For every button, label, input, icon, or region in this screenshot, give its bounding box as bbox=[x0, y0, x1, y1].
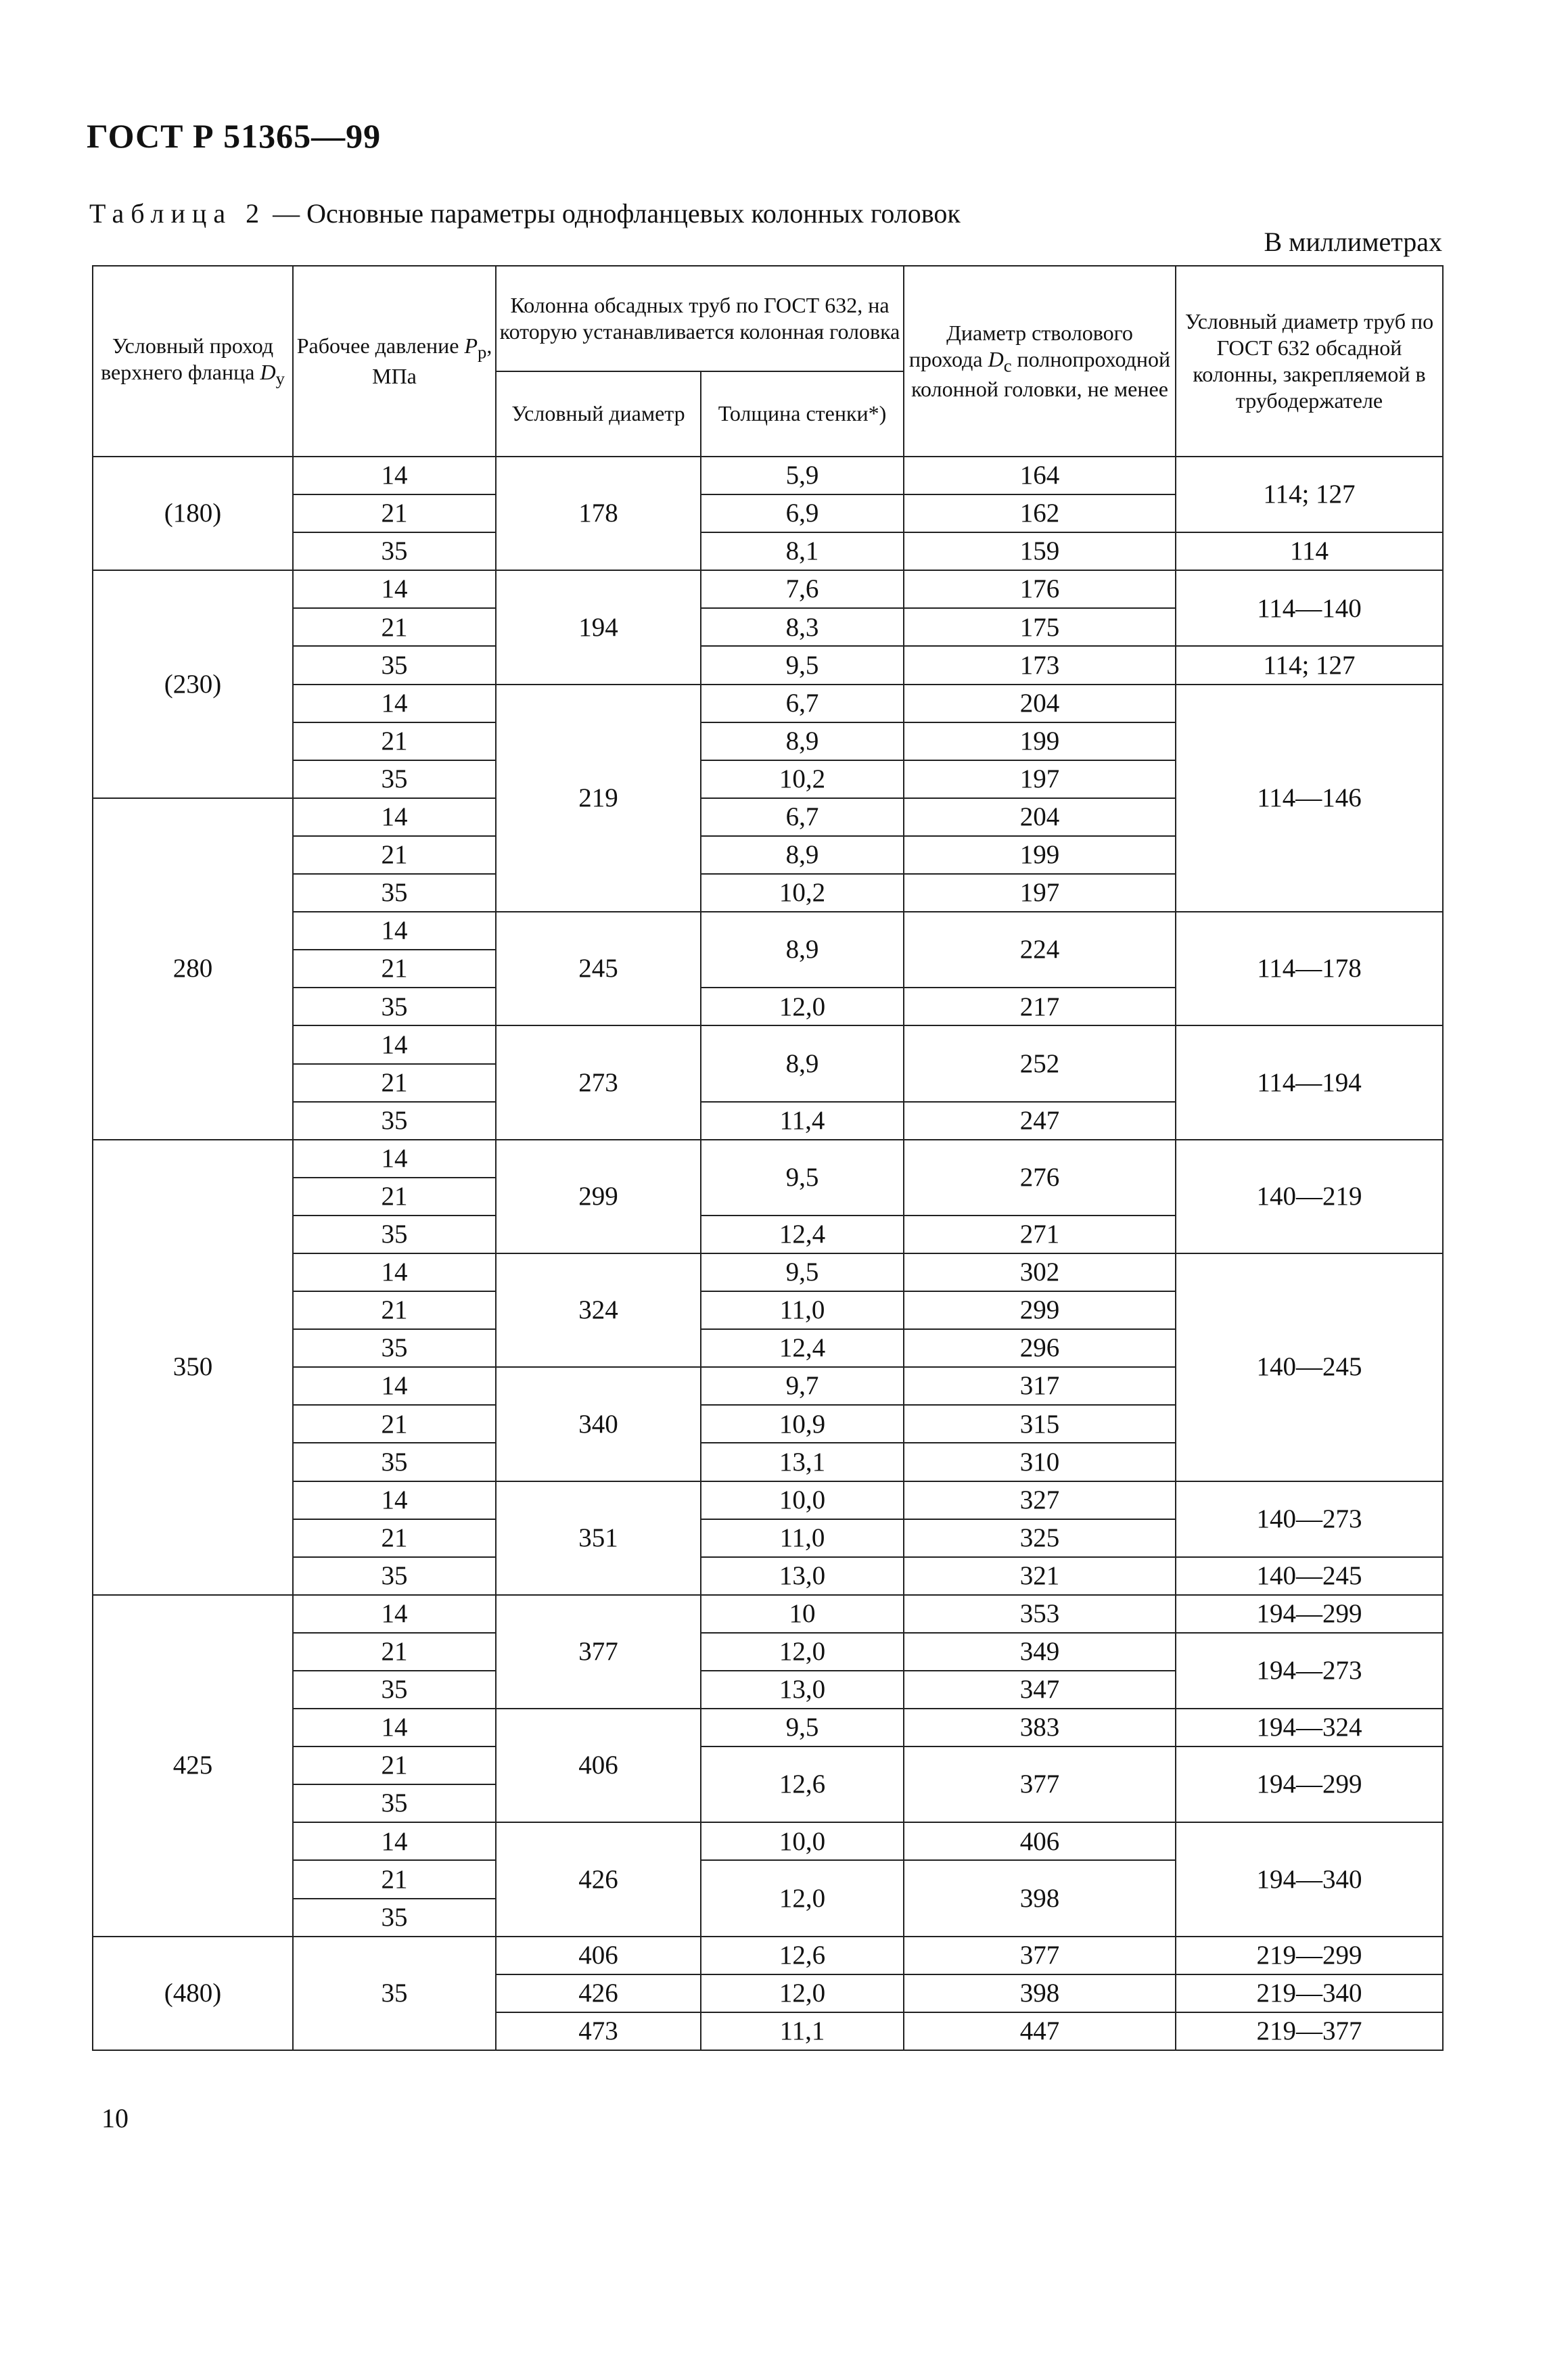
flange-cell: (230) bbox=[93, 570, 293, 798]
wall-cell: 9,5 bbox=[701, 646, 904, 684]
hanger-cell: 114—140 bbox=[1176, 570, 1443, 646]
bore-cell: 217 bbox=[904, 988, 1176, 1025]
wall-cell: 9,5 bbox=[701, 1709, 904, 1746]
casing-diameter-cell: 273 bbox=[496, 1025, 701, 1139]
table-row bbox=[93, 1557, 1443, 1595]
pressure-cell: 35 bbox=[293, 532, 496, 570]
hanger-cell: 114; 127 bbox=[1176, 646, 1443, 684]
wall-cell: 13,1 bbox=[701, 1443, 904, 1481]
pressure-cell: 21 bbox=[293, 1860, 496, 1898]
wall-cell: 5,9 bbox=[701, 457, 904, 494]
table-row bbox=[93, 457, 1443, 494]
hanger-cell: 219—377 bbox=[1176, 2012, 1443, 2050]
table-row bbox=[93, 1937, 1443, 1974]
wall-cell: 8,3 bbox=[701, 608, 904, 646]
bore-cell: 159 bbox=[904, 532, 1176, 570]
casing-diameter-cell: 245 bbox=[496, 912, 701, 1025]
hanger-cell: 194—324 bbox=[1176, 1709, 1443, 1746]
hanger-cell: 140—273 bbox=[1176, 1481, 1443, 1557]
pressure-cell: 14 bbox=[293, 1709, 496, 1746]
bore-cell: 327 bbox=[904, 1481, 1176, 1519]
pressure-cell: 35 bbox=[293, 760, 496, 798]
casing-diameter-cell: 340 bbox=[496, 1367, 701, 1481]
pressure-cell: 14 bbox=[293, 685, 496, 722]
pressure-cell: 35 bbox=[293, 646, 496, 684]
casing-diameter-cell: 299 bbox=[496, 1140, 701, 1253]
wall-cell: 12,4 bbox=[701, 1216, 904, 1253]
casing-diameter-cell: 426 bbox=[496, 1822, 701, 1936]
table-row bbox=[93, 1595, 1443, 1633]
bore-cell: 315 bbox=[904, 1405, 1176, 1443]
flange-cell: 425 bbox=[93, 1595, 293, 1937]
casing-diameter-cell: 351 bbox=[496, 1481, 701, 1595]
bore-cell: 377 bbox=[904, 1937, 1176, 1974]
pressure-cell: 14 bbox=[293, 457, 496, 494]
table-row bbox=[93, 532, 1443, 570]
bore-cell: 173 bbox=[904, 646, 1176, 684]
table-row bbox=[93, 570, 1443, 608]
pressure-cell: 14 bbox=[293, 798, 496, 836]
hanger-cell: 114 bbox=[1176, 532, 1443, 570]
header-bore: Диаметр стволового прохода $D_с$ полнопроходной колонной головки, не менее bbox=[904, 266, 1176, 457]
bore-cell: 325 bbox=[904, 1519, 1176, 1557]
hanger-cell: 194—340 bbox=[1176, 1822, 1443, 1936]
bore-cell: 204 bbox=[904, 798, 1176, 836]
header-flange: Условный проход верхнего фланца $D_у$ bbox=[93, 266, 293, 457]
hanger-cell: 194—299 bbox=[1176, 1595, 1443, 1633]
casing-diameter-cell: 178 bbox=[496, 457, 701, 570]
hanger-cell: 140—245 bbox=[1176, 1253, 1443, 1481]
bore-cell: 349 bbox=[904, 1633, 1176, 1671]
bore-cell: 398 bbox=[904, 1974, 1176, 2012]
hanger-cell: 114—146 bbox=[1176, 685, 1443, 912]
pressure-cell: 21 bbox=[293, 608, 496, 646]
parameters-table bbox=[92, 265, 1444, 2051]
header-casing-group: Колонна обсадных труб по ГОСТ 632, на которую устанавливается колонная головка bbox=[496, 266, 904, 371]
wall-cell: 8,9 bbox=[701, 722, 904, 760]
table-row bbox=[93, 912, 1443, 950]
wall-cell: 8,9 bbox=[701, 836, 904, 874]
bore-cell: 175 bbox=[904, 608, 1176, 646]
pressure-cell: 35 bbox=[293, 1899, 496, 1937]
pressure-cell: 21 bbox=[293, 722, 496, 760]
parameters-table-container bbox=[92, 265, 1442, 2051]
bore-cell: 377 bbox=[904, 1746, 1176, 1822]
pressure-cell: 14 bbox=[293, 1140, 496, 1178]
hanger-cell: 194—299 bbox=[1176, 1746, 1443, 1822]
wall-cell: 10 bbox=[701, 1595, 904, 1633]
flange-cell: (180) bbox=[93, 457, 293, 570]
header-hanger: Условный диаметр труб по ГОСТ 632 обсадной колонны, закрепляемой в трубодержателе bbox=[1176, 266, 1443, 457]
pressure-cell: 21 bbox=[293, 1746, 496, 1784]
table-row bbox=[93, 1633, 1443, 1671]
pressure-cell: 14 bbox=[293, 1253, 496, 1291]
bore-cell: 199 bbox=[904, 722, 1176, 760]
wall-cell: 11,0 bbox=[701, 1291, 904, 1329]
wall-cell: 8,9 bbox=[701, 912, 904, 988]
bore-cell: 271 bbox=[904, 1216, 1176, 1253]
wall-cell: 12,0 bbox=[701, 988, 904, 1025]
pressure-cell: 35 bbox=[293, 1216, 496, 1253]
bore-cell: 299 bbox=[904, 1291, 1176, 1329]
hanger-cell: 219—340 bbox=[1176, 1974, 1443, 2012]
table-row bbox=[93, 646, 1443, 684]
wall-cell: 11,0 bbox=[701, 1519, 904, 1557]
bore-cell: 276 bbox=[904, 1140, 1176, 1216]
table-header bbox=[93, 266, 1443, 457]
casing-diameter-cell: 473 bbox=[496, 2012, 701, 2050]
wall-cell: 6,7 bbox=[701, 798, 904, 836]
pressure-cell: 14 bbox=[293, 912, 496, 950]
pressure-cell: 21 bbox=[293, 1064, 496, 1102]
wall-cell: 10,0 bbox=[701, 1822, 904, 1860]
pressure-cell: 14 bbox=[293, 1025, 496, 1063]
pressure-cell: 14 bbox=[293, 570, 496, 608]
bore-cell: 406 bbox=[904, 1822, 1176, 1860]
bore-cell: 252 bbox=[904, 1025, 1176, 1101]
bore-cell: 353 bbox=[904, 1595, 1176, 1633]
table-row bbox=[93, 1140, 1443, 1178]
bore-cell: 317 bbox=[904, 1367, 1176, 1405]
table-caption bbox=[89, 198, 961, 229]
hanger-cell: 114; 127 bbox=[1176, 457, 1443, 532]
hanger-cell: 194—273 bbox=[1176, 1633, 1443, 1709]
pressure-cell: 21 bbox=[293, 494, 496, 532]
casing-diameter-cell: 406 bbox=[496, 1709, 701, 1822]
pressure-cell: 21 bbox=[293, 1633, 496, 1671]
wall-cell: 12,6 bbox=[701, 1746, 904, 1822]
pressure-cell: 14 bbox=[293, 1595, 496, 1633]
header-pressure: Рабочее давление $P_р$, МПа bbox=[293, 266, 496, 457]
bore-cell: 176 bbox=[904, 570, 1176, 608]
wall-cell: 10,2 bbox=[701, 760, 904, 798]
table-row bbox=[93, 1709, 1443, 1746]
pressure-cell: 14 bbox=[293, 1367, 496, 1405]
wall-cell: 11,1 bbox=[701, 2012, 904, 2050]
bore-cell: 197 bbox=[904, 760, 1176, 798]
pressure-cell: 35 bbox=[293, 1557, 496, 1595]
casing-diameter-cell: 406 bbox=[496, 1937, 701, 1974]
wall-cell: 12,6 bbox=[701, 1937, 904, 1974]
wall-cell: 8,9 bbox=[701, 1025, 904, 1101]
table-row bbox=[93, 1481, 1443, 1519]
flange-cell: 350 bbox=[93, 1140, 293, 1595]
bore-cell: 247 bbox=[904, 1102, 1176, 1140]
pressure-cell: 35 bbox=[293, 1102, 496, 1140]
wall-cell: 9,5 bbox=[701, 1140, 904, 1216]
page-number: 10 bbox=[101, 2103, 129, 2133]
bore-cell: 199 bbox=[904, 836, 1176, 874]
bore-cell: 197 bbox=[904, 874, 1176, 912]
pressure-cell: 35 bbox=[293, 1937, 496, 2050]
bore-cell: 204 bbox=[904, 685, 1176, 722]
pressure-cell: 21 bbox=[293, 1291, 496, 1329]
wall-cell: 10,2 bbox=[701, 874, 904, 912]
wall-cell: 9,5 bbox=[701, 1253, 904, 1291]
pressure-cell: 21 bbox=[293, 1405, 496, 1443]
casing-diameter-cell: 194 bbox=[496, 570, 701, 684]
bore-cell: 447 bbox=[904, 2012, 1176, 2050]
table-caption-label: Таблица 2 bbox=[89, 198, 267, 229]
bore-cell: 321 bbox=[904, 1557, 1176, 1595]
casing-diameter-cell: 426 bbox=[496, 1974, 701, 2012]
bore-cell: 347 bbox=[904, 1671, 1176, 1709]
hanger-cell: 114—178 bbox=[1176, 912, 1443, 1025]
wall-cell: 12,0 bbox=[701, 1633, 904, 1671]
wall-cell: 11,4 bbox=[701, 1102, 904, 1140]
bore-cell: 164 bbox=[904, 457, 1176, 494]
bore-cell: 162 bbox=[904, 494, 1176, 532]
wall-cell: 7,6 bbox=[701, 570, 904, 608]
wall-cell: 9,7 bbox=[701, 1367, 904, 1405]
table-row bbox=[93, 1253, 1443, 1291]
wall-cell: 8,1 bbox=[701, 532, 904, 570]
wall-cell: 12,0 bbox=[701, 1974, 904, 2012]
hanger-cell: 140—219 bbox=[1176, 1140, 1443, 1253]
pressure-cell: 35 bbox=[293, 988, 496, 1025]
pressure-cell: 21 bbox=[293, 1519, 496, 1557]
table-caption-text: — Основные параметры однофланцевых колонных головок bbox=[266, 198, 961, 229]
pressure-cell: 21 bbox=[293, 950, 496, 988]
pressure-cell: 21 bbox=[293, 1178, 496, 1216]
bore-cell: 398 bbox=[904, 1860, 1176, 1936]
bore-cell: 224 bbox=[904, 912, 1176, 988]
wall-cell: 13,0 bbox=[701, 1557, 904, 1595]
pressure-cell: 35 bbox=[293, 1443, 496, 1481]
bore-cell: 302 bbox=[904, 1253, 1176, 1291]
table-row bbox=[93, 1822, 1443, 1860]
pressure-cell: 14 bbox=[293, 1481, 496, 1519]
casing-diameter-cell: 377 bbox=[496, 1595, 701, 1709]
table-row bbox=[93, 1025, 1443, 1063]
flange-cell: 280 bbox=[93, 798, 293, 1140]
header-wall: Толщина стенки*) bbox=[701, 371, 904, 457]
wall-cell: 12,4 bbox=[701, 1329, 904, 1367]
wall-cell: 13,0 bbox=[701, 1671, 904, 1709]
units-note: В миллиметрах bbox=[1264, 227, 1442, 257]
pressure-cell: 35 bbox=[293, 874, 496, 912]
pressure-cell: 35 bbox=[293, 1784, 496, 1822]
wall-cell: 10,9 bbox=[701, 1405, 904, 1443]
wall-cell: 10,0 bbox=[701, 1481, 904, 1519]
casing-diameter-cell: 324 bbox=[496, 1253, 701, 1367]
hanger-cell: 140—245 bbox=[1176, 1557, 1443, 1595]
table-row bbox=[93, 685, 1443, 722]
table-body bbox=[93, 457, 1443, 2050]
table-row bbox=[93, 1746, 1443, 1784]
bore-cell: 383 bbox=[904, 1709, 1176, 1746]
wall-cell: 6,7 bbox=[701, 685, 904, 722]
bore-cell: 296 bbox=[904, 1329, 1176, 1367]
wall-cell: 12,0 bbox=[701, 1860, 904, 1936]
hanger-cell: 219—299 bbox=[1176, 1937, 1443, 1974]
pressure-cell: 14 bbox=[293, 1822, 496, 1860]
flange-cell: (480) bbox=[93, 1937, 293, 2050]
header-casing-diameter: Условный диаметр bbox=[496, 371, 701, 457]
pressure-cell: 35 bbox=[293, 1329, 496, 1367]
wall-cell: 6,9 bbox=[701, 494, 904, 532]
pressure-cell: 35 bbox=[293, 1671, 496, 1709]
bore-cell: 310 bbox=[904, 1443, 1176, 1481]
hanger-cell: 114—194 bbox=[1176, 1025, 1443, 1139]
pressure-cell: 21 bbox=[293, 836, 496, 874]
casing-diameter-cell: 219 bbox=[496, 685, 701, 912]
document-header: ГОСТ Р 51365—99 bbox=[87, 117, 382, 155]
